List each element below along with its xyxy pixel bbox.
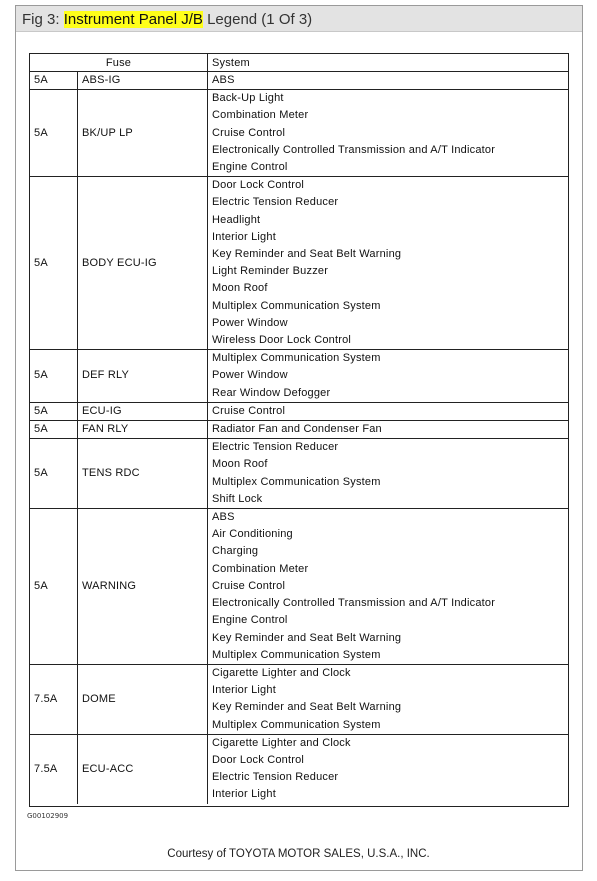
system-list — [208, 421, 568, 438]
title-highlight: Instrument Panel J/B — [63, 11, 203, 28]
system-list — [208, 439, 568, 508]
fuse-amperage: 5A — [30, 177, 78, 349]
system-item: Rear Window Defogger — [212, 386, 331, 399]
fuse-name: ABS-IG — [78, 72, 208, 89]
system-list — [208, 90, 568, 176]
table-row — [30, 735, 568, 804]
table-row — [30, 421, 568, 439]
fuse-name: BODY ECU-IG — [78, 177, 208, 349]
system-item: Multiplex Communication System — [212, 352, 381, 365]
title-prefix: Fig 3: — [22, 11, 64, 28]
fuse-amperage: 5A — [30, 403, 78, 420]
title-suffix: Legend (1 Of 3) — [202, 11, 313, 28]
system-list — [208, 665, 568, 734]
system-item: Cigarette Lighter and Clock — [212, 666, 351, 679]
fuse-amperage: 5A — [30, 72, 78, 89]
system-item: Electric Tension Reducer — [212, 771, 339, 784]
system-list — [208, 350, 568, 402]
fuse-name: BK/UP LP — [78, 90, 208, 176]
system-item: Wireless Door Lock Control — [212, 334, 352, 347]
system-item: Multiplex Communication System — [212, 475, 381, 488]
fuse-name: FAN RLY — [78, 421, 208, 438]
system-item: Door Lock Control — [212, 753, 305, 766]
fuse-amperage: 7.5A — [30, 735, 78, 804]
system-item: Radiator Fan and Condenser Fan — [212, 423, 382, 436]
system-item: ABS — [212, 74, 235, 86]
system-item: Interior Light — [212, 230, 276, 243]
system-item: Multiplex Communication System — [212, 299, 381, 312]
fuse-amperage: 7.5A — [30, 665, 78, 734]
system-item: Moon Roof — [212, 458, 268, 471]
system-item: Shift Lock — [212, 492, 263, 505]
system-list — [208, 509, 568, 664]
system-item: Electronically Controlled Transmission and A/T Indicator — [212, 143, 496, 156]
header-system: System — [212, 56, 250, 69]
fuse-name: TENS RDC — [78, 439, 208, 508]
system-item: Light Reminder Buzzer — [212, 265, 329, 278]
table-row — [30, 665, 568, 735]
system-item: Cigarette Lighter and Clock — [212, 736, 351, 749]
system-item: Combination Meter — [212, 562, 309, 575]
fuse-amperage: 5A — [30, 90, 78, 176]
figure-code: G00102909 — [27, 812, 69, 820]
system-list — [208, 177, 568, 349]
table-row — [30, 72, 568, 90]
header-fuse: Fuse — [30, 54, 208, 71]
system-item: Electric Tension Reducer — [212, 441, 339, 454]
system-list — [208, 72, 568, 89]
courtesy-line: Courtesy of TOYOTA MOTOR SALES, U.S.A., INC. — [167, 848, 430, 860]
system-item: Key Reminder and Seat Belt Warning — [212, 701, 402, 714]
fuse-legend-table — [29, 53, 569, 807]
table-row — [30, 90, 568, 177]
system-item: Multiplex Communication System — [212, 718, 381, 731]
table-row — [30, 350, 568, 403]
fuse-name: WARNING — [78, 509, 208, 664]
system-item: Power Window — [212, 316, 288, 329]
system-item: Moon Roof — [212, 282, 268, 295]
fuse-name: DEF RLY — [78, 350, 208, 402]
system-item: Key Reminder and Seat Belt Warning — [212, 631, 402, 644]
system-item: Combination Meter — [212, 109, 309, 122]
fuse-amperage: 5A — [30, 509, 78, 664]
fuse-amperage: 5A — [30, 350, 78, 402]
system-item: Headlight — [212, 213, 261, 226]
table-header-row — [30, 54, 568, 72]
system-item: Back-Up Light — [212, 92, 284, 105]
fuse-name: ECU-ACC — [78, 735, 208, 804]
table-row — [30, 177, 568, 350]
system-item: Key Reminder and Seat Belt Warning — [212, 248, 402, 261]
system-item: Electric Tension Reducer — [212, 196, 339, 209]
system-item: Power Window — [212, 369, 288, 382]
system-item: Cruise Control — [212, 404, 286, 417]
system-item: Door Lock Control — [212, 179, 305, 192]
system-item: Cruise Control — [212, 579, 286, 592]
table-row — [30, 403, 568, 421]
system-item: Interior Light — [212, 684, 276, 697]
system-item: Cruise Control — [212, 126, 286, 139]
table-row — [30, 439, 568, 509]
system-item: Engine Control — [212, 614, 288, 627]
fuse-amperage: 5A — [30, 439, 78, 508]
fuse-name: DOME — [78, 665, 208, 734]
system-item: Charging — [212, 545, 259, 558]
system-item: ABS — [212, 511, 235, 524]
system-item: Electronically Controlled Transmission and A/T Indicator — [212, 597, 496, 610]
table-row — [30, 509, 568, 665]
fuse-amperage: 5A — [30, 421, 78, 438]
system-list — [208, 403, 568, 420]
fuse-name: ECU-IG — [78, 403, 208, 420]
system-item: Engine Control — [212, 161, 288, 174]
system-item: Interior Light — [212, 788, 276, 801]
system-item: Multiplex Communication System — [212, 648, 381, 661]
system-list — [208, 735, 568, 804]
figure-title — [16, 6, 582, 32]
system-item: Air Conditioning — [212, 528, 293, 541]
